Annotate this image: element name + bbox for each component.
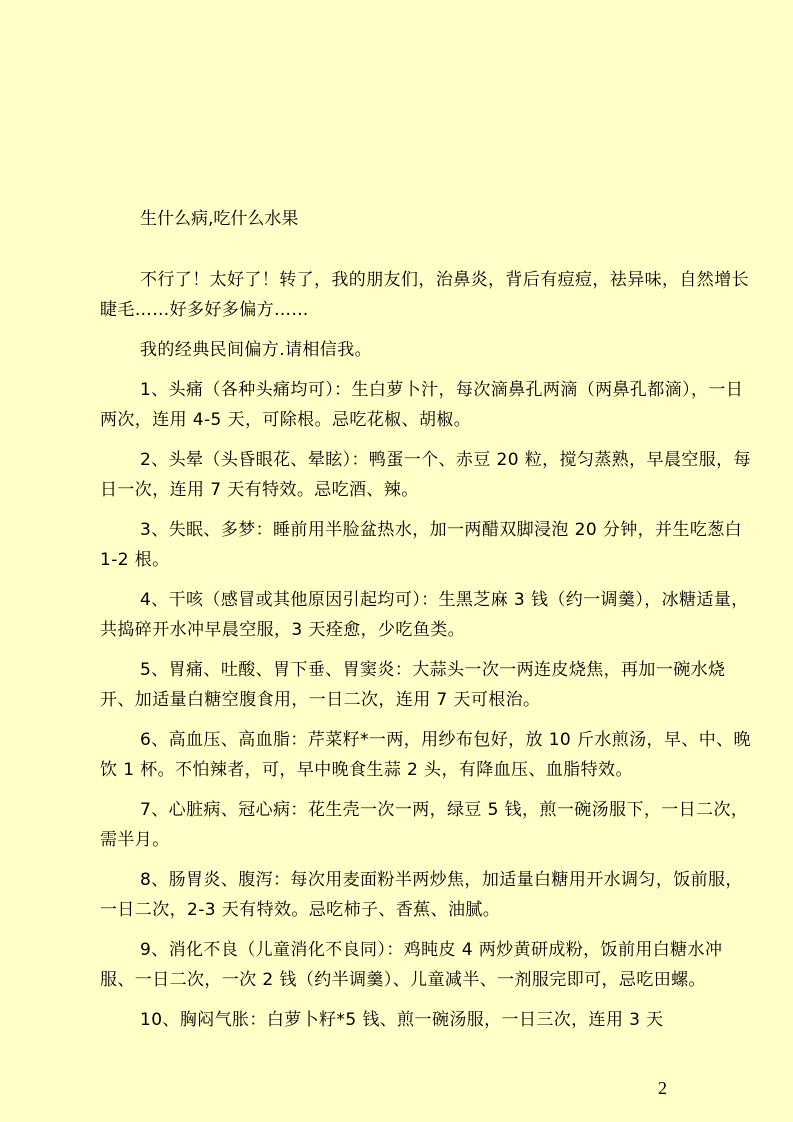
paragraph-intro: 不行了！太好了！转了，我的朋友们，治鼻炎，背后有痘痘，祛异味，自然增长睫毛……好多好多偏方…… [100, 270, 749, 320]
paragraph-subtitle: 我的经典民间偏方.请相信我。 [140, 340, 373, 360]
paragraph-remedy-1: 1、头痛（各种头痛均可）：生白萝卜汁，每次滴鼻孔两滴（两鼻孔都滴），一日两次，连用 4-5 天，可除根。忌吃花椒、胡椒。 [100, 380, 744, 430]
paragraph-remedy-8: 8、肠胃炎、腹泻：每次用麦面粉半两炒焦，加适量白糖用开水调匀，饭前服，一日二次，2-3 天有特效。忌吃柿子、香蕉、油腻。 [100, 870, 743, 920]
paragraph-remedy-9: 9、消化不良（儿童消化不良同）：鸡盹皮 4 两炒黄研成粉，饭前用白糖水冲服、一日二次，一次 2 钱（约半调羹）、儿童减半、一剂服完即可，忌吃田螺。 [100, 940, 723, 990]
paragraph-remedy-7: 7、心脏病、冠心病：花生壳一次一两，绿豆 5 钱，煎一碗汤服下，一日二次，需半月。 [100, 800, 749, 850]
document-body [100, 204, 756, 1045]
paragraph-remedy-5: 5、胃痛、吐酸、胃下垂、胃窦炎：大蒜头一次一两连皮烧焦，再加一碗水烧开、加适量白糖空腹食用，一日二次，连用 7 天可根治。 [100, 660, 726, 710]
paragraph-remedy-10: 10、胸闷气胀：白萝卜籽*5 钱、煎一碗汤服，一日三次，连用 3 天 [140, 1010, 664, 1030]
page-number: 2 [658, 1078, 667, 1098]
paragraph-remedy-3: 3、失眠、多梦：睡前用半脸盆热水，加一两醋双脚浸泡 20 分钟，并生吃葱白 1-2 根。 [100, 520, 743, 570]
paragraph-remedy-2: 2、头晕（头昏眼花、晕眩）：鸭蛋一个、赤豆 20 粒，搅匀蒸熟，早晨空服，每日一次，连用 7 天有特效。忌吃酒、辣。 [100, 450, 751, 500]
paragraph-remedy-6: 6、高血压、高血脂：芹菜籽*一两，用纱布包好，放 10 斤水煎汤，早、中、晚饮 1 杯。不怕辣者，可，早中晚食生蒜 2 头，有降血压、血脂特效。 [100, 730, 751, 780]
document-title: 生什么病,吃什么水果 [140, 209, 299, 229]
paragraph-remedy-4: 4、干咳（感冒或其他原因引起均可）：生黑芝麻 3 钱（约一调羹），冰糖适量，共捣碎开水冲早晨空服，3 天痊愈，少吃鱼类。 [100, 590, 749, 640]
